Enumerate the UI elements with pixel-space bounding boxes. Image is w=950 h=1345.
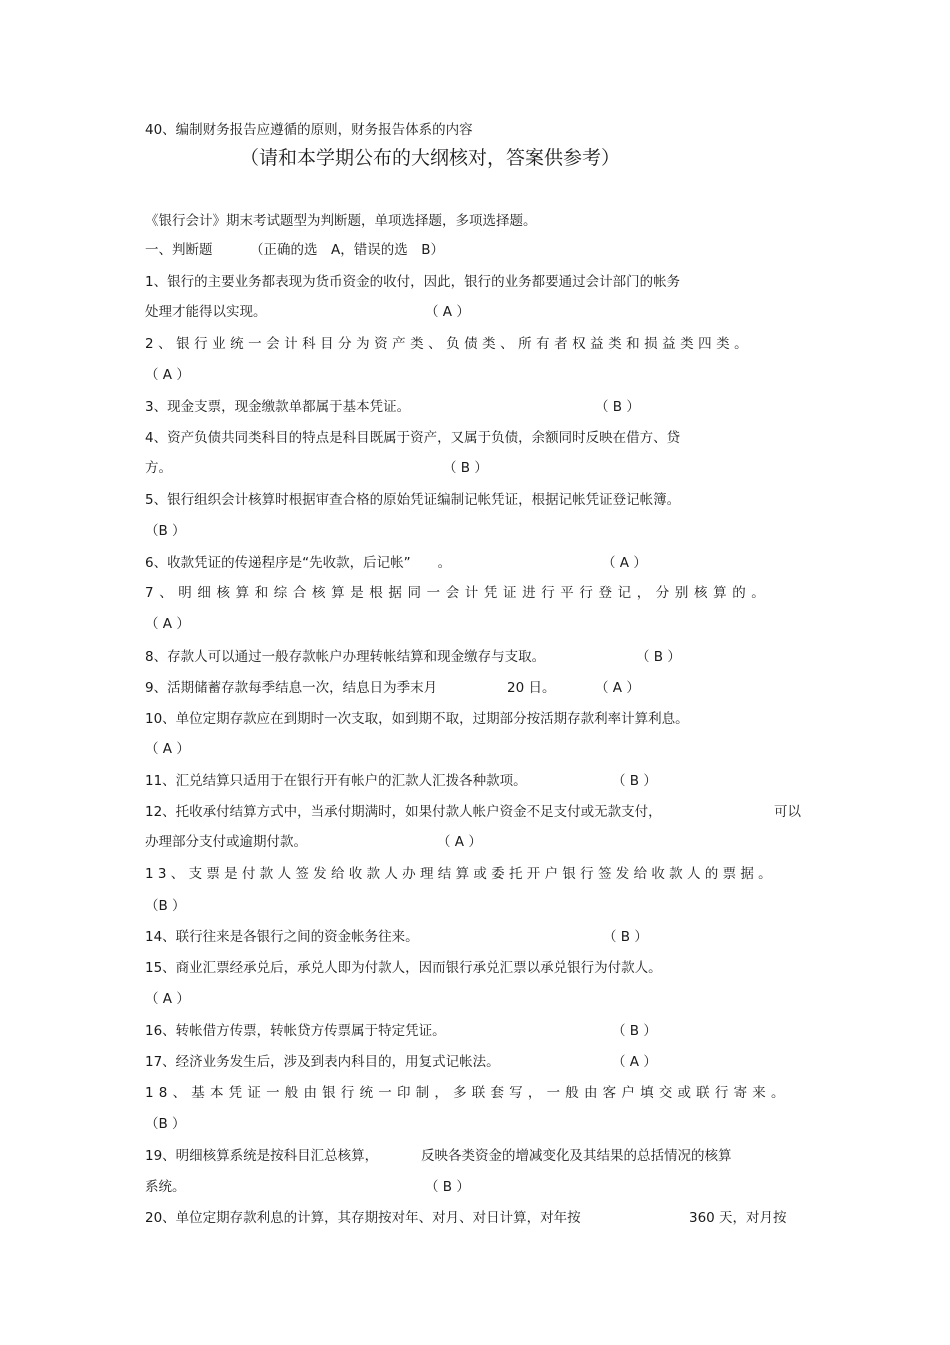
question-14-line-1: 14、联行往来是各银行之间的资金帐务往来。	[145, 929, 419, 945]
question-5-line-1: 5、银行组织会计核算时根据审查合格的原始凭证编制记帐凭证，根据记帐凭证登记帐簿。	[145, 492, 681, 508]
question-15-answer: （ A ）	[145, 991, 190, 1007]
question-17-line-1: 17、经济业务发生后，涉及到表内科目的，用复式记帐法。	[145, 1054, 500, 1070]
question-7-line-1: 7、明细核算和综合核算是根据同一会计凭证进行平行登记，分别核算的。	[145, 585, 771, 601]
question-6-answer: （ A ）	[602, 555, 647, 571]
question-19-line-1b: 反映各类资金的增减变化及其结果的总括情况的核算	[421, 1148, 732, 1164]
question-8-line-1: 8、存款人可以通过一般存款帐户办理转帐结算和现金缴存与支取。	[145, 649, 546, 665]
question-16-answer: （ B ）	[612, 1023, 657, 1039]
section-note: （正确的选 A，错误的选 B）	[250, 242, 444, 258]
question-19-answer: （ B ）	[425, 1179, 470, 1195]
question-20-line-1: 20、单位定期存款利息的计算，其存期按对年、对月、对日计算，对年按	[145, 1210, 581, 1226]
question-10-answer: （ A ）	[145, 741, 190, 757]
question-4-line-1: 4、资产负债共同类科目的特点是科目既属于资产，又属于负债，余额同时反映在借方、贷	[145, 430, 681, 446]
question-2-line-1: 2、银行业统一会计科目分为资产类、负债类、所有者权益类和损益类四类。	[145, 336, 753, 352]
question-13-line-1: 13、支票是付款人签发给收款人办理结算或委托开户银行签发给收款人的票据。	[145, 866, 776, 882]
question-3-answer: （ B ）	[595, 399, 640, 415]
question-7-answer: （ A ）	[145, 616, 190, 632]
question-2-answer: （ A ）	[145, 367, 190, 383]
question-6-line-1: 6、收款凭证的传递程序是“先收款，后记帐” 。	[145, 555, 452, 571]
question-13-answer: （B ）	[145, 898, 186, 914]
question-14-answer: （ B ）	[603, 929, 648, 945]
question-20-line-1b: 360 天，对月按	[689, 1210, 787, 1226]
question-19-line-1: 19、明细核算系统是按科目汇总核算，	[145, 1148, 379, 1164]
question-9-line-1b: 20 日。	[507, 680, 556, 696]
question-17-answer: （ A ）	[612, 1054, 657, 1070]
question-1-answer: （ A ）	[425, 304, 470, 320]
question-3-line-1: 3、现金支票，现金缴款单都属于基本凭证。	[145, 399, 411, 415]
intro-text: 《银行会计》期末考试题型为判断题，单项选择题，多项选择题。	[145, 213, 537, 229]
question-11-line-1: 11、汇兑结算只适用于在银行开有帐户的汇款人汇拨各种款项。	[145, 773, 527, 789]
question-4-answer: （ B ）	[443, 460, 488, 476]
question-9-answer: （ A ）	[595, 680, 640, 696]
question-9-line-1: 9、活期储蓄存款每季结息一次，结息日为季末月	[145, 680, 438, 696]
question-12-line-1b: 可以	[774, 804, 801, 820]
question-10-line-1: 10、单位定期存款应在到期时一次支取，如到期不取，过期部分按活期存款利率计算利息。	[145, 711, 689, 727]
header-line: 40、编制财务报告应遵循的原则，财务报告体系的内容	[145, 122, 473, 138]
section-heading: 一、判断题	[145, 242, 213, 258]
question-1-line-1: 1、银行的主要业务都表现为货币资金的收付，因此，银行的业务都要通过会计部门的帐务	[145, 274, 681, 290]
question-16-line-1: 16、转帐借方传票，转帐贷方传票属于特定凭证。	[145, 1023, 446, 1039]
question-12-answer: （ A ）	[437, 834, 482, 850]
question-18-answer: （B ）	[145, 1116, 186, 1132]
question-1-line-2: 处理才能得以实现。	[145, 304, 267, 320]
question-5-answer: （B ）	[145, 523, 186, 539]
question-18-line-1: 18、基本凭证一般由银行统一印制，多联套写，一般由客户填交或联行寄来。	[145, 1085, 790, 1101]
question-11-answer: （ B ）	[612, 773, 657, 789]
page-title: （请和本学期公布的大纲核对，答案供参考）	[240, 147, 621, 169]
question-15-line-1: 15、商业汇票经承兑后，承兑人即为付款人，因而银行承兑汇票以承兑银行为付款人。	[145, 960, 662, 976]
question-12-line-1: 12、托收承付结算方式中，当承付期满时，如果付款人帐户资金不足支付或无款支付，	[145, 804, 662, 820]
question-19-line-2: 系统。	[145, 1179, 186, 1195]
question-8-answer: （ B ）	[636, 649, 681, 665]
question-4-line-2: 方。	[145, 460, 172, 476]
question-12-line-2: 办理部分支付或逾期付款。	[145, 834, 307, 850]
